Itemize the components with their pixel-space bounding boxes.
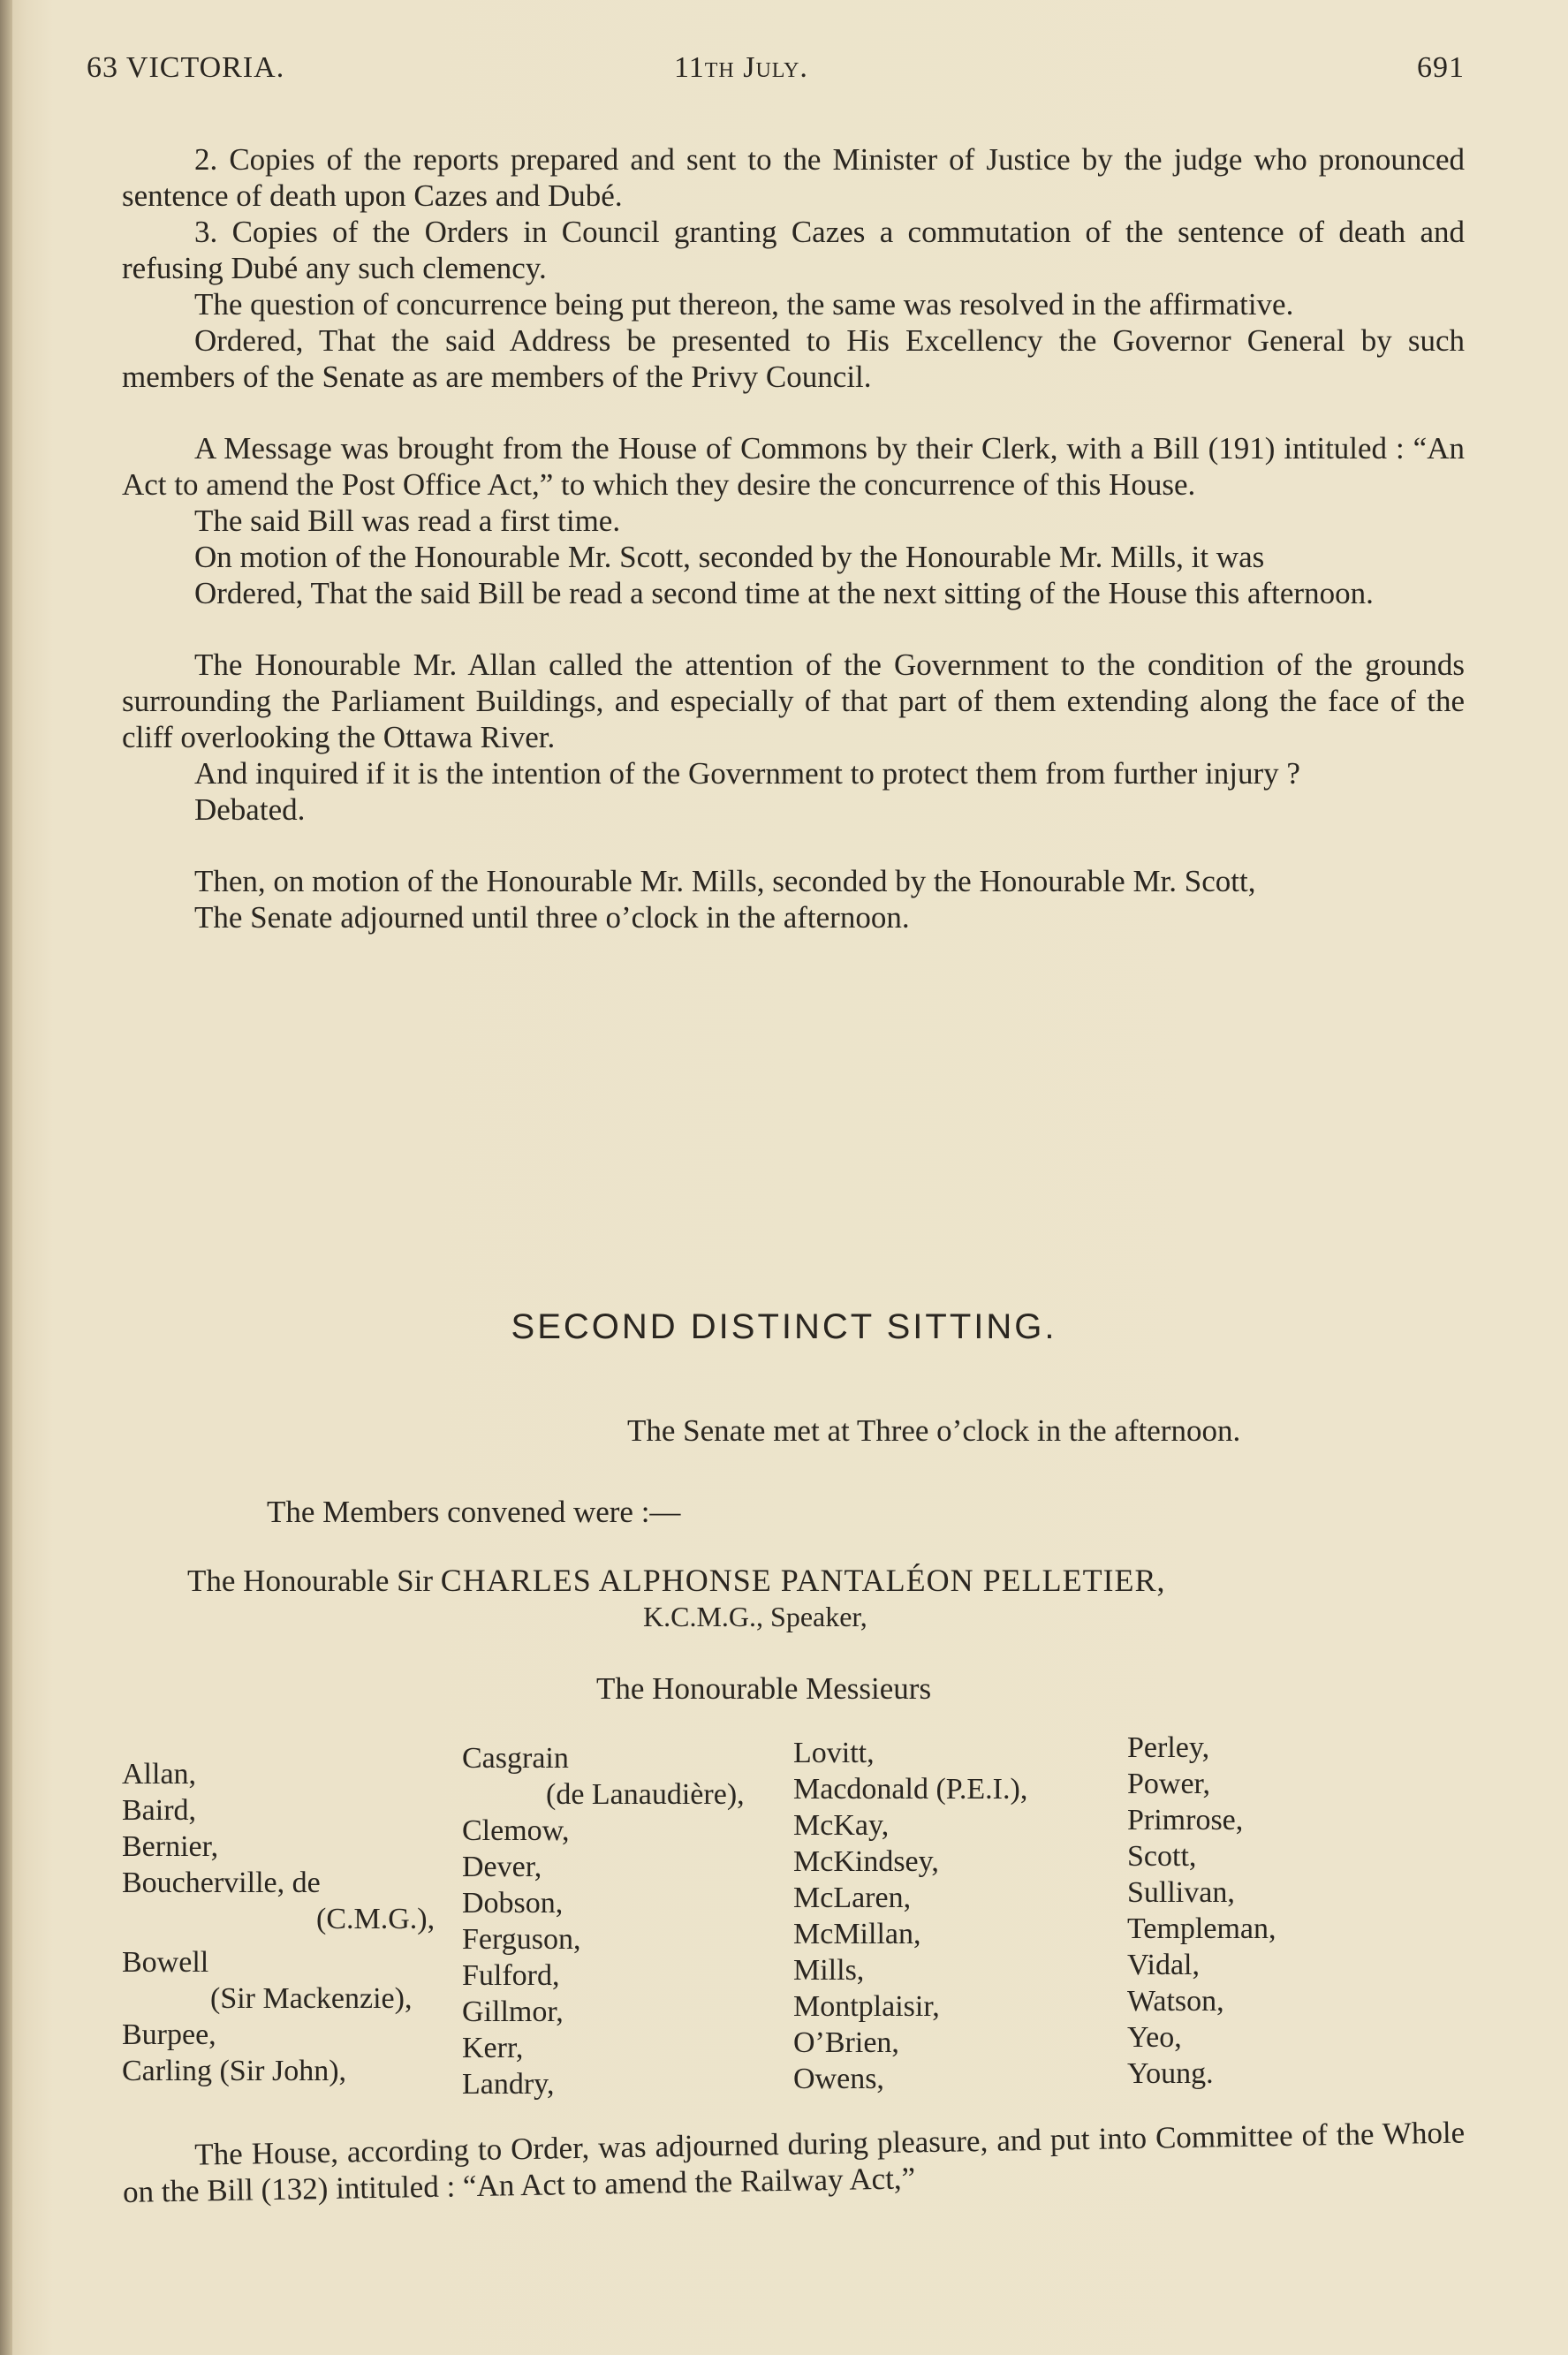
member-name: Boucherville, de (122, 1867, 321, 1899)
member-name: Templeman, (1127, 1912, 1276, 1945)
members-column-3 (793, 1735, 1138, 2097)
header-date-day: 11 (674, 51, 705, 84)
paragraph-motion-mills: Then, on motion of the Honourable Mr. Mills, seconded by the Honourable Mr. Scott, (194, 864, 1256, 898)
messieurs-heading: The Honourable Messieurs (596, 1671, 932, 1706)
member-name: Burpee, (122, 2018, 216, 2051)
member-name: Baird, (122, 1794, 197, 1827)
met-line: The Senate met at Three o’clock in the afternoon. (627, 1413, 1241, 1448)
convened-line: The Members convened were :— (267, 1495, 681, 1529)
member-name: Dobson, (462, 1887, 564, 1920)
member-name: Bowell (122, 1946, 209, 1979)
member-name: Primrose, (1127, 1804, 1244, 1836)
member-name: McLaren, (793, 1882, 912, 1914)
paragraph-first-reading: The said Bill was read a first time. (194, 504, 621, 538)
member-name: McKay, (793, 1809, 890, 1842)
member-name: Perley, (1127, 1731, 1210, 1764)
header-volume: 63 VICTORIA. (87, 51, 285, 84)
member-name: Young. (1127, 2057, 1214, 2090)
member-name: Montplaisir, (793, 1990, 940, 2023)
member-name: Allan, (122, 1758, 197, 1791)
paragraph-copies-orders: 3. Copies of the Orders in Council granting Cazes a commutation of the sentence of death and refusing Dubé any such clemency. (122, 215, 1465, 285)
member-name: Bernier, (122, 1830, 219, 1863)
member-name: Scott, (1127, 1840, 1197, 1873)
paragraph-concurrence: The question of concurrence being put thereon, the same was resolved in the affirmative. (194, 287, 1294, 322)
header-date (674, 51, 808, 85)
members-column-4 (1127, 1730, 1463, 2092)
member-name: Clemow, (462, 1814, 570, 1847)
members-column-1 (122, 1756, 466, 2089)
member-name: Mills, (793, 1954, 865, 1987)
paragraph-committee: The House, according to Order, was adjourned during pleasure, and put into Committee of the Whole on the Bill (132) intituled : “An Act to amend the Railway Act,” (122, 2115, 1466, 2209)
paragraph-message: A Message was brought from the House of Commons by their Clerk, with a Bill (191) intituled : “An Act to amend the Post Office Act,” to which they desire the concurrence of this House. (122, 431, 1465, 502)
paragraph-debated: Debated. (194, 792, 306, 827)
member-name: Macdonald (P.E.I.), (793, 1773, 1028, 1806)
header-date-month: th July. (704, 51, 808, 84)
section-title: SECOND DISTINCT SITTING. (511, 1307, 1057, 1346)
paragraph-inquired: And inquired if it is the intention of the Government to protect them from further injury ? (194, 756, 1300, 791)
speaker-title: K.C.M.G., Speaker, (643, 1601, 867, 1632)
member-name: (Sir Mackenzie), (210, 1982, 413, 2015)
member-name: Kerr, (462, 2032, 524, 2064)
paragraph-adjourned: The Senate adjourned until three o’clock in the afternoon. (194, 900, 910, 935)
paragraph-allan-attention: The Honourable Mr. Allan called the attention of the Government to the condition of the grounds surrounding the Parliament Buildings, and especially of that part of them extending along the face of the cliff overlooking the Ottawa River. (122, 647, 1465, 754)
paragraph-ordered-address: Ordered, That the said Address be presented to His Excellency the Governor General by such members of the Senate as are members of the Privy Council. (122, 323, 1465, 394)
member-name: Carling (Sir John), (122, 2055, 347, 2087)
member-name: Watson, (1127, 1985, 1224, 2018)
member-name: McKindsey, (793, 1845, 939, 1878)
member-name: (C.M.G.), (316, 1903, 436, 1935)
speaker-line (187, 1562, 1166, 1599)
member-name: Casgrain (462, 1742, 569, 1775)
member-name: Vidal, (1127, 1949, 1200, 1981)
member-name: Owens, (793, 2063, 884, 2095)
member-name: Yeo, (1127, 2021, 1182, 2054)
member-name: Ferguson, (462, 1923, 581, 1956)
member-name: Gillmor, (462, 1995, 564, 2028)
member-name: Lovitt, (793, 1737, 875, 1769)
member-name: Power, (1127, 1768, 1211, 1800)
speaker-prefix: The Honourable Sir (187, 1564, 433, 1598)
journal-body (122, 141, 1465, 935)
page-header (87, 51, 1465, 95)
book-gutter (0, 0, 12, 2355)
speaker-name: CHARLES ALPHONSE PANTALÉON PELLETIER, (440, 1563, 1166, 1598)
member-name: Landry, (462, 2068, 555, 2101)
page-number: 691 (1417, 51, 1465, 84)
member-name: Dever, (462, 1851, 542, 1883)
paragraph-ordered-second-reading: Ordered, That the said Bill be read a second time at the next sitting of the House this afternoon. (194, 576, 1374, 610)
member-name: Sullivan, (1127, 1876, 1235, 1909)
member-name: O’Brien, (793, 2026, 899, 2059)
members-column-2 (462, 1740, 807, 2102)
member-name: McMillan, (793, 1918, 921, 1950)
member-name: (de Lanaudière), (546, 1778, 745, 1811)
member-name: Fulford, (462, 1959, 560, 1992)
paragraph-copies-reports: 2. Copies of the reports prepared and sent to the Minister of Justice by the judge who pronounced sentence of death upon Cazes and Dubé. (122, 142, 1465, 213)
paragraph-motion-scott: On motion of the Honourable Mr. Scott, seconded by the Honourable Mr. Mills, it was (194, 540, 1265, 574)
